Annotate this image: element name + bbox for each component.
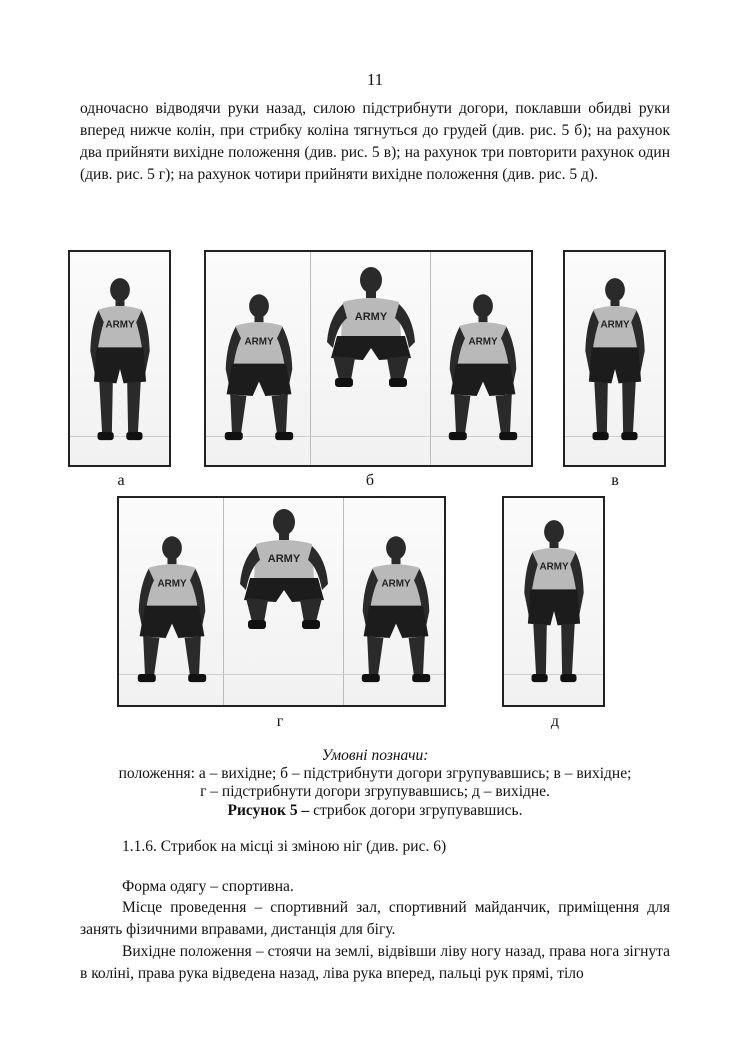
athlete-squat-figure: [351, 502, 441, 702]
figure-label-d: д: [550, 713, 560, 730]
figure-caption-label: Рисунок 5 –: [227, 802, 310, 819]
athlete-standing-figure: [75, 260, 165, 460]
clothing-line: Форма одягу – спортивна.: [122, 878, 294, 895]
figure-panel-d: [502, 496, 605, 707]
legend-line-1: положення: а – вихідне; б – підстрибнути догори згрупувавшись; в – вихідне;: [118, 765, 632, 782]
legend-line-2: г – підстрибнути догори згрупувавшись; д – вихідне.: [200, 783, 550, 800]
figure-label-a: а: [117, 472, 125, 489]
figure-label-b: б: [365, 472, 375, 489]
figure-label-g: г: [276, 713, 284, 730]
figure-label-v: в: [611, 472, 619, 489]
figure-panel-v: [563, 250, 666, 467]
intro-paragraph: одночасно відводячи руки назад, силою підстрибнути догори, поклавши обидві руки вперед нижче колін, при стрибку коліна тягнуться до грудей (див. рис. 5 б); на рахунок два прийняти вихідне положення (див. рис. 5 в); на рахунок три повторити рахунок один (див. рис. 5 г); на рахунок чотири прийняти вихідне положення (див. рис. 5 д).: [80, 100, 670, 183]
start-position-paragraph: Вихідне положення – стоячи на землі, відвівши ліву ногу назад, права нога зігнута в коліні, права рука відведена назад, ліва рука вперед, пальці рук прямі, тіло: [80, 943, 670, 982]
page-number: 11: [366, 70, 384, 89]
athlete-tuck-jump-figure: [234, 496, 334, 707]
figure-panel-g: [117, 496, 446, 707]
figure-caption: [0, 802, 750, 820]
figure-panel-a: [68, 250, 171, 467]
athlete-standing-figure: [570, 260, 660, 460]
figure-panel-b: [204, 250, 533, 467]
figure-caption-text: стрибок догори згрупувавшись.: [309, 802, 523, 819]
athlete-squat-figure: [214, 260, 304, 460]
venue-paragraph: Місце проведення – спортивний зал, спортивний майданчик, приміщення для занять фізичними вправами, дистанція для бігу.: [80, 899, 670, 938]
section-heading: 1.1.6. Стрибок на місці зі зміною ніг (див. рис. 6): [122, 838, 447, 855]
athlete-tuck-jump-figure: [321, 252, 421, 467]
legend-title: Умовні позначи:: [321, 747, 429, 764]
athlete-standing-figure: [509, 502, 599, 702]
athlete-squat-figure: [438, 260, 528, 460]
athlete-squat-figure: [127, 502, 217, 702]
